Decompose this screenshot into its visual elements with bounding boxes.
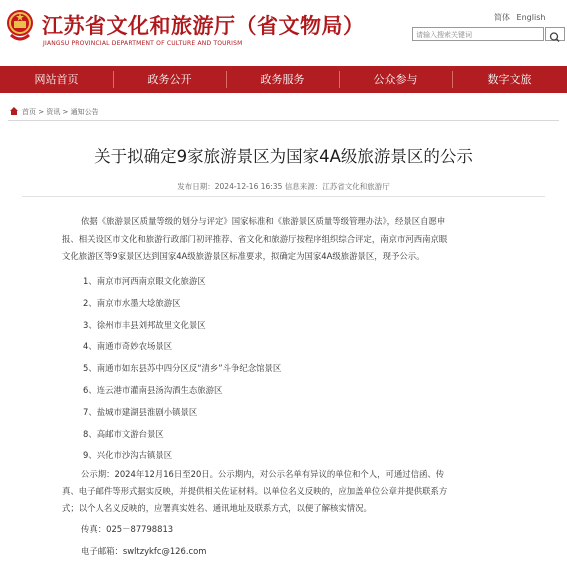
list-item: 9、兴化市沙沟古镇景区 [83,450,173,460]
nav-public-participation[interactable]: 公众参与 [373,73,418,86]
home-icon [9,106,19,116]
breadcrumb: 首页 > 资讯 > 通知公告 [22,108,99,116]
top-links [494,12,549,23]
national-emblem-icon [5,8,35,44]
email-text: 电子邮箱：swltzykfc@126.com [81,546,207,556]
list-item: 1、南京市河西南京眼文化旅游区 [83,276,206,286]
nav-gov-affairs[interactable]: 政务公开 [147,73,192,86]
list-item: 5、南通市如东县苏中四分区反“清乡”斗争纪念馆景区 [83,363,282,373]
search-button[interactable] [545,27,565,41]
nav-gov-services[interactable]: 政务服务 [260,73,305,86]
nav-digital-tourism[interactable]: 数字文旅 [487,73,532,86]
site-header [0,0,567,62]
article-title: 关于拟确定9家旅游景区为国家4A级旅游景区的公示 [94,147,473,166]
site-title: 江苏省文化和旅游厅（省文物局） [42,14,365,38]
list-item: 6、连云港市灌南县汤沟酒生态旅游区 [83,385,223,395]
list-item: 3、徐州市丰县刘邦故里文化景区 [83,320,206,330]
main-nav [0,66,567,93]
simplified-link[interactable]: 简体 [494,13,510,22]
notice-line: 真、电子邮件等形式据实反映，并提供相关佐证材料。以单位名义反映的，应加盖单位公章并提供联系方 [62,486,448,496]
notice-line: 式；以个人名义反映的，应署真实姓名、通讯地址及联系方式，以便了解核实情况。 [62,503,372,513]
intro-line: 依据《旅游景区质量等级的划分与评定》国家标准和《旅游景区质量等级管理办法》，经景区自愿申 [81,216,446,226]
intro-line: 文化旅游区等9家景区达到国家4A级旅游景区标准要求，拟确定为国家4A级旅游景区，现予公示。 [62,251,425,261]
nav-home[interactable]: 网站首页 [34,73,79,86]
english-link[interactable]: English [516,13,546,22]
list-item: 7、盐城市建湖县淮剧小镇景区 [83,407,198,417]
divider [22,196,545,197]
site-subtitle: JIANGSU PROVINCIAL DEPARTMENT OF CULTURE AND TOURISM [43,40,243,47]
divider [8,120,559,121]
search-input[interactable]: 请输入搜索关键词 [412,27,544,41]
fax-text: 传真：025－87798813 [81,524,174,534]
search-icon [546,31,564,43]
notice-line: 公示期：2024年12月16日至20日。公示期内，对公示名单有异议的单位和个人，可通过信函、传 [81,469,445,479]
article-meta: 发布日期：2024-12-16 16:35 信息来源：江苏省文化和旅游厅 [177,182,390,191]
intro-line: 报、相关设区市文化和旅游行政部门初评推荐、省文化和旅游厅按程序组织综合评定，南京市河西南京眼 [62,234,448,244]
list-item: 8、高邮市文游台景区 [83,429,164,439]
list-item: 2、南京市水墨大埝旅游区 [83,298,181,308]
list-item: 4、南通市奇妙农场景区 [83,341,173,351]
